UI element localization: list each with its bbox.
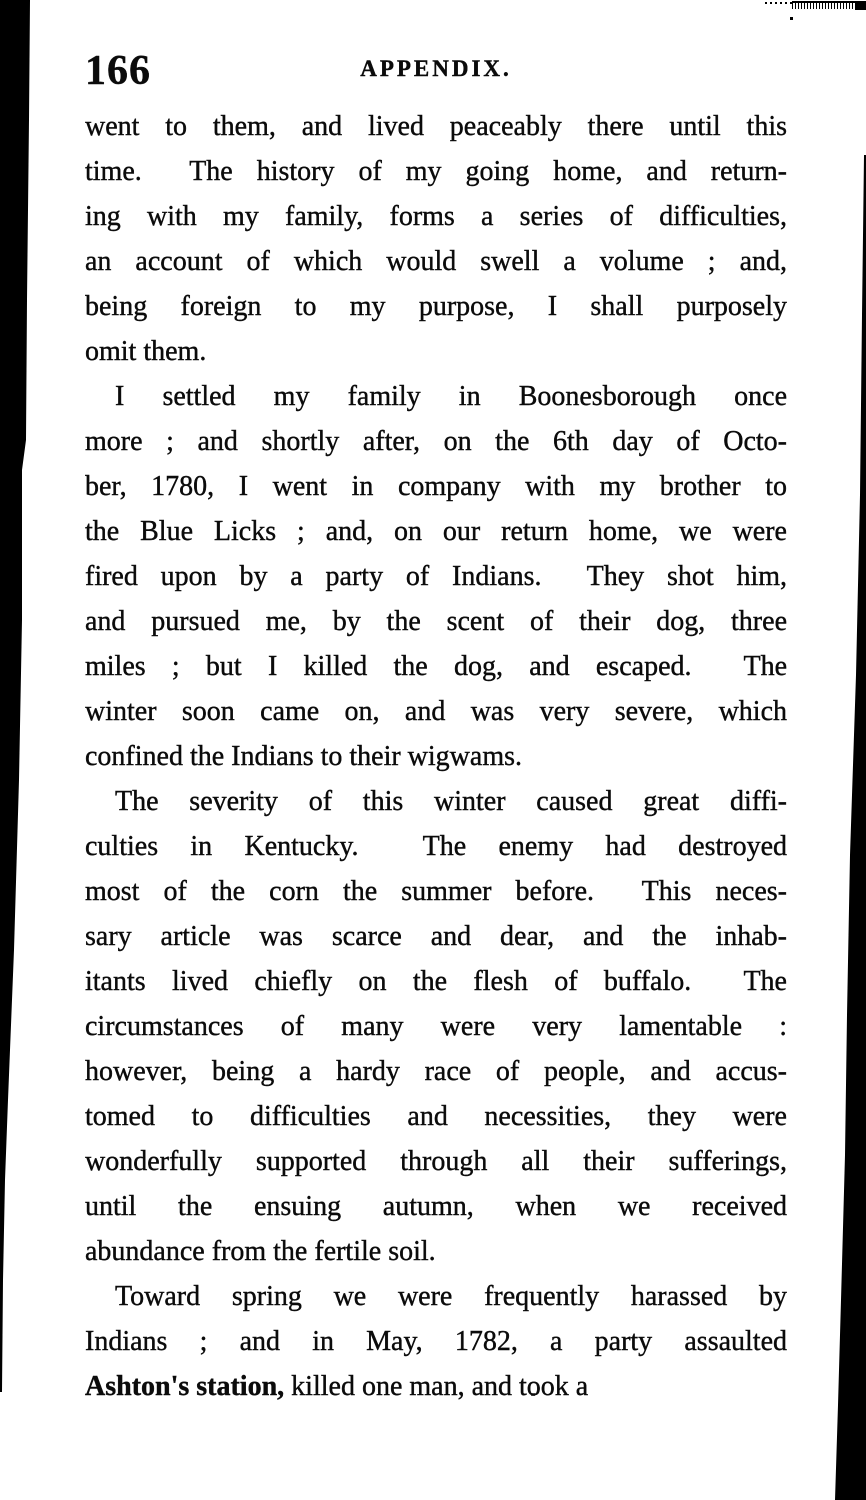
text-segment: sary article was scarce and dear, and the inhab- xyxy=(85,921,787,952)
text-line xyxy=(85,1364,787,1409)
text-line xyxy=(85,1004,787,1049)
text-segment: time. The history of my going home, and return- xyxy=(85,156,787,187)
text-segment: circumstances of many were very lamentable : xyxy=(85,1011,787,1042)
text-segment: ber, 1780, I went in company with my brother to xyxy=(85,471,787,502)
text-line xyxy=(85,464,787,509)
scan-edge-shadow-left xyxy=(0,0,30,1392)
text-line xyxy=(85,1184,787,1229)
text-line xyxy=(85,194,787,239)
text-segment: and pursued me, by the scent of their dog, three xyxy=(85,606,787,637)
text-segment: most of the corn the summer before. This neces- xyxy=(85,876,787,907)
emphasized-text: Ashton's station, xyxy=(85,1371,285,1402)
text-line xyxy=(85,104,787,149)
text-segment: culties in Kentucky. The enemy had destroyed xyxy=(85,831,787,862)
paragraph xyxy=(85,374,787,779)
scan-artifact-dotted-line xyxy=(765,2,793,4)
text-line xyxy=(85,1139,787,1184)
text-segment: fired upon by a party of Indians. They shot him, xyxy=(85,561,787,592)
text-segment: until the ensuing autumn, when we received xyxy=(85,1191,787,1222)
text-segment: abundance from the fertile soil. xyxy=(85,1236,436,1267)
text-line xyxy=(85,734,787,779)
page-body-text xyxy=(85,104,787,1409)
text-segment: went to them, and lived peaceably there until this xyxy=(85,111,787,142)
scan-artifact-hatched-bar xyxy=(792,1,858,9)
text-segment: being foreign to my purpose, I shall purposely xyxy=(85,291,787,322)
text-line xyxy=(85,419,787,464)
text-line xyxy=(85,824,787,869)
text-segment: Indians ; and in May, 1782, a party assaulted xyxy=(85,1326,787,1357)
text-segment: however, being a hardy race of people, and accus- xyxy=(85,1056,787,1087)
text-segment: the Blue Licks ; and, on our return home, we were xyxy=(85,516,787,547)
text-segment: The severity of this winter caused great diffi- xyxy=(115,786,787,817)
text-line xyxy=(85,599,787,644)
text-line xyxy=(85,1049,787,1094)
paragraph xyxy=(85,779,787,1274)
text-line xyxy=(85,779,787,824)
text-line xyxy=(85,284,787,329)
text-segment: I settled my family in Boonesborough once xyxy=(115,381,787,412)
text-line xyxy=(85,374,787,419)
text-line xyxy=(85,1274,787,1319)
text-line xyxy=(85,1229,787,1274)
text-segment: winter soon came on, and was very severe, which xyxy=(85,696,787,727)
running-header: APPENDIX. xyxy=(360,56,512,81)
text-segment: itants lived chiefly on the flesh of buffalo. The xyxy=(85,966,787,997)
text-line xyxy=(85,554,787,599)
text-segment: ing with my family, forms a series of difficulties, xyxy=(85,201,787,232)
scan-artifact-dot xyxy=(790,17,793,20)
text-segment: Toward spring we were frequently harassed by xyxy=(115,1281,787,1312)
text-line xyxy=(85,959,787,1004)
text-line xyxy=(85,1094,787,1139)
paragraph xyxy=(85,1274,787,1409)
text-segment: killed one man, and took a xyxy=(284,1371,589,1402)
text-segment: omit them. xyxy=(85,336,207,367)
text-segment: more ; and shortly after, on the 6th day of Octo- xyxy=(85,426,787,457)
text-line xyxy=(85,869,787,914)
text-segment: miles ; but I killed the dog, and escaped. The xyxy=(85,651,787,682)
paragraph xyxy=(85,104,787,374)
text-line xyxy=(85,509,787,554)
page-number: 166 xyxy=(85,48,151,94)
text-line xyxy=(85,329,787,374)
text-segment: confined the Indians to their wigwams. xyxy=(85,741,523,772)
text-line xyxy=(85,1319,787,1364)
text-segment: wonderfully supported through all their sufferings, xyxy=(85,1146,787,1177)
text-line xyxy=(85,914,787,959)
text-line xyxy=(85,644,787,689)
text-line xyxy=(85,149,787,194)
text-segment: tomed to difficulties and necessities, they were xyxy=(85,1101,787,1132)
text-segment: an account of which would swell a volume ; and, xyxy=(85,246,787,277)
text-line xyxy=(85,239,787,284)
text-line xyxy=(85,689,787,734)
scan-edge-shadow-right xyxy=(834,155,866,1500)
scan-artifact-blob xyxy=(855,1,866,10)
